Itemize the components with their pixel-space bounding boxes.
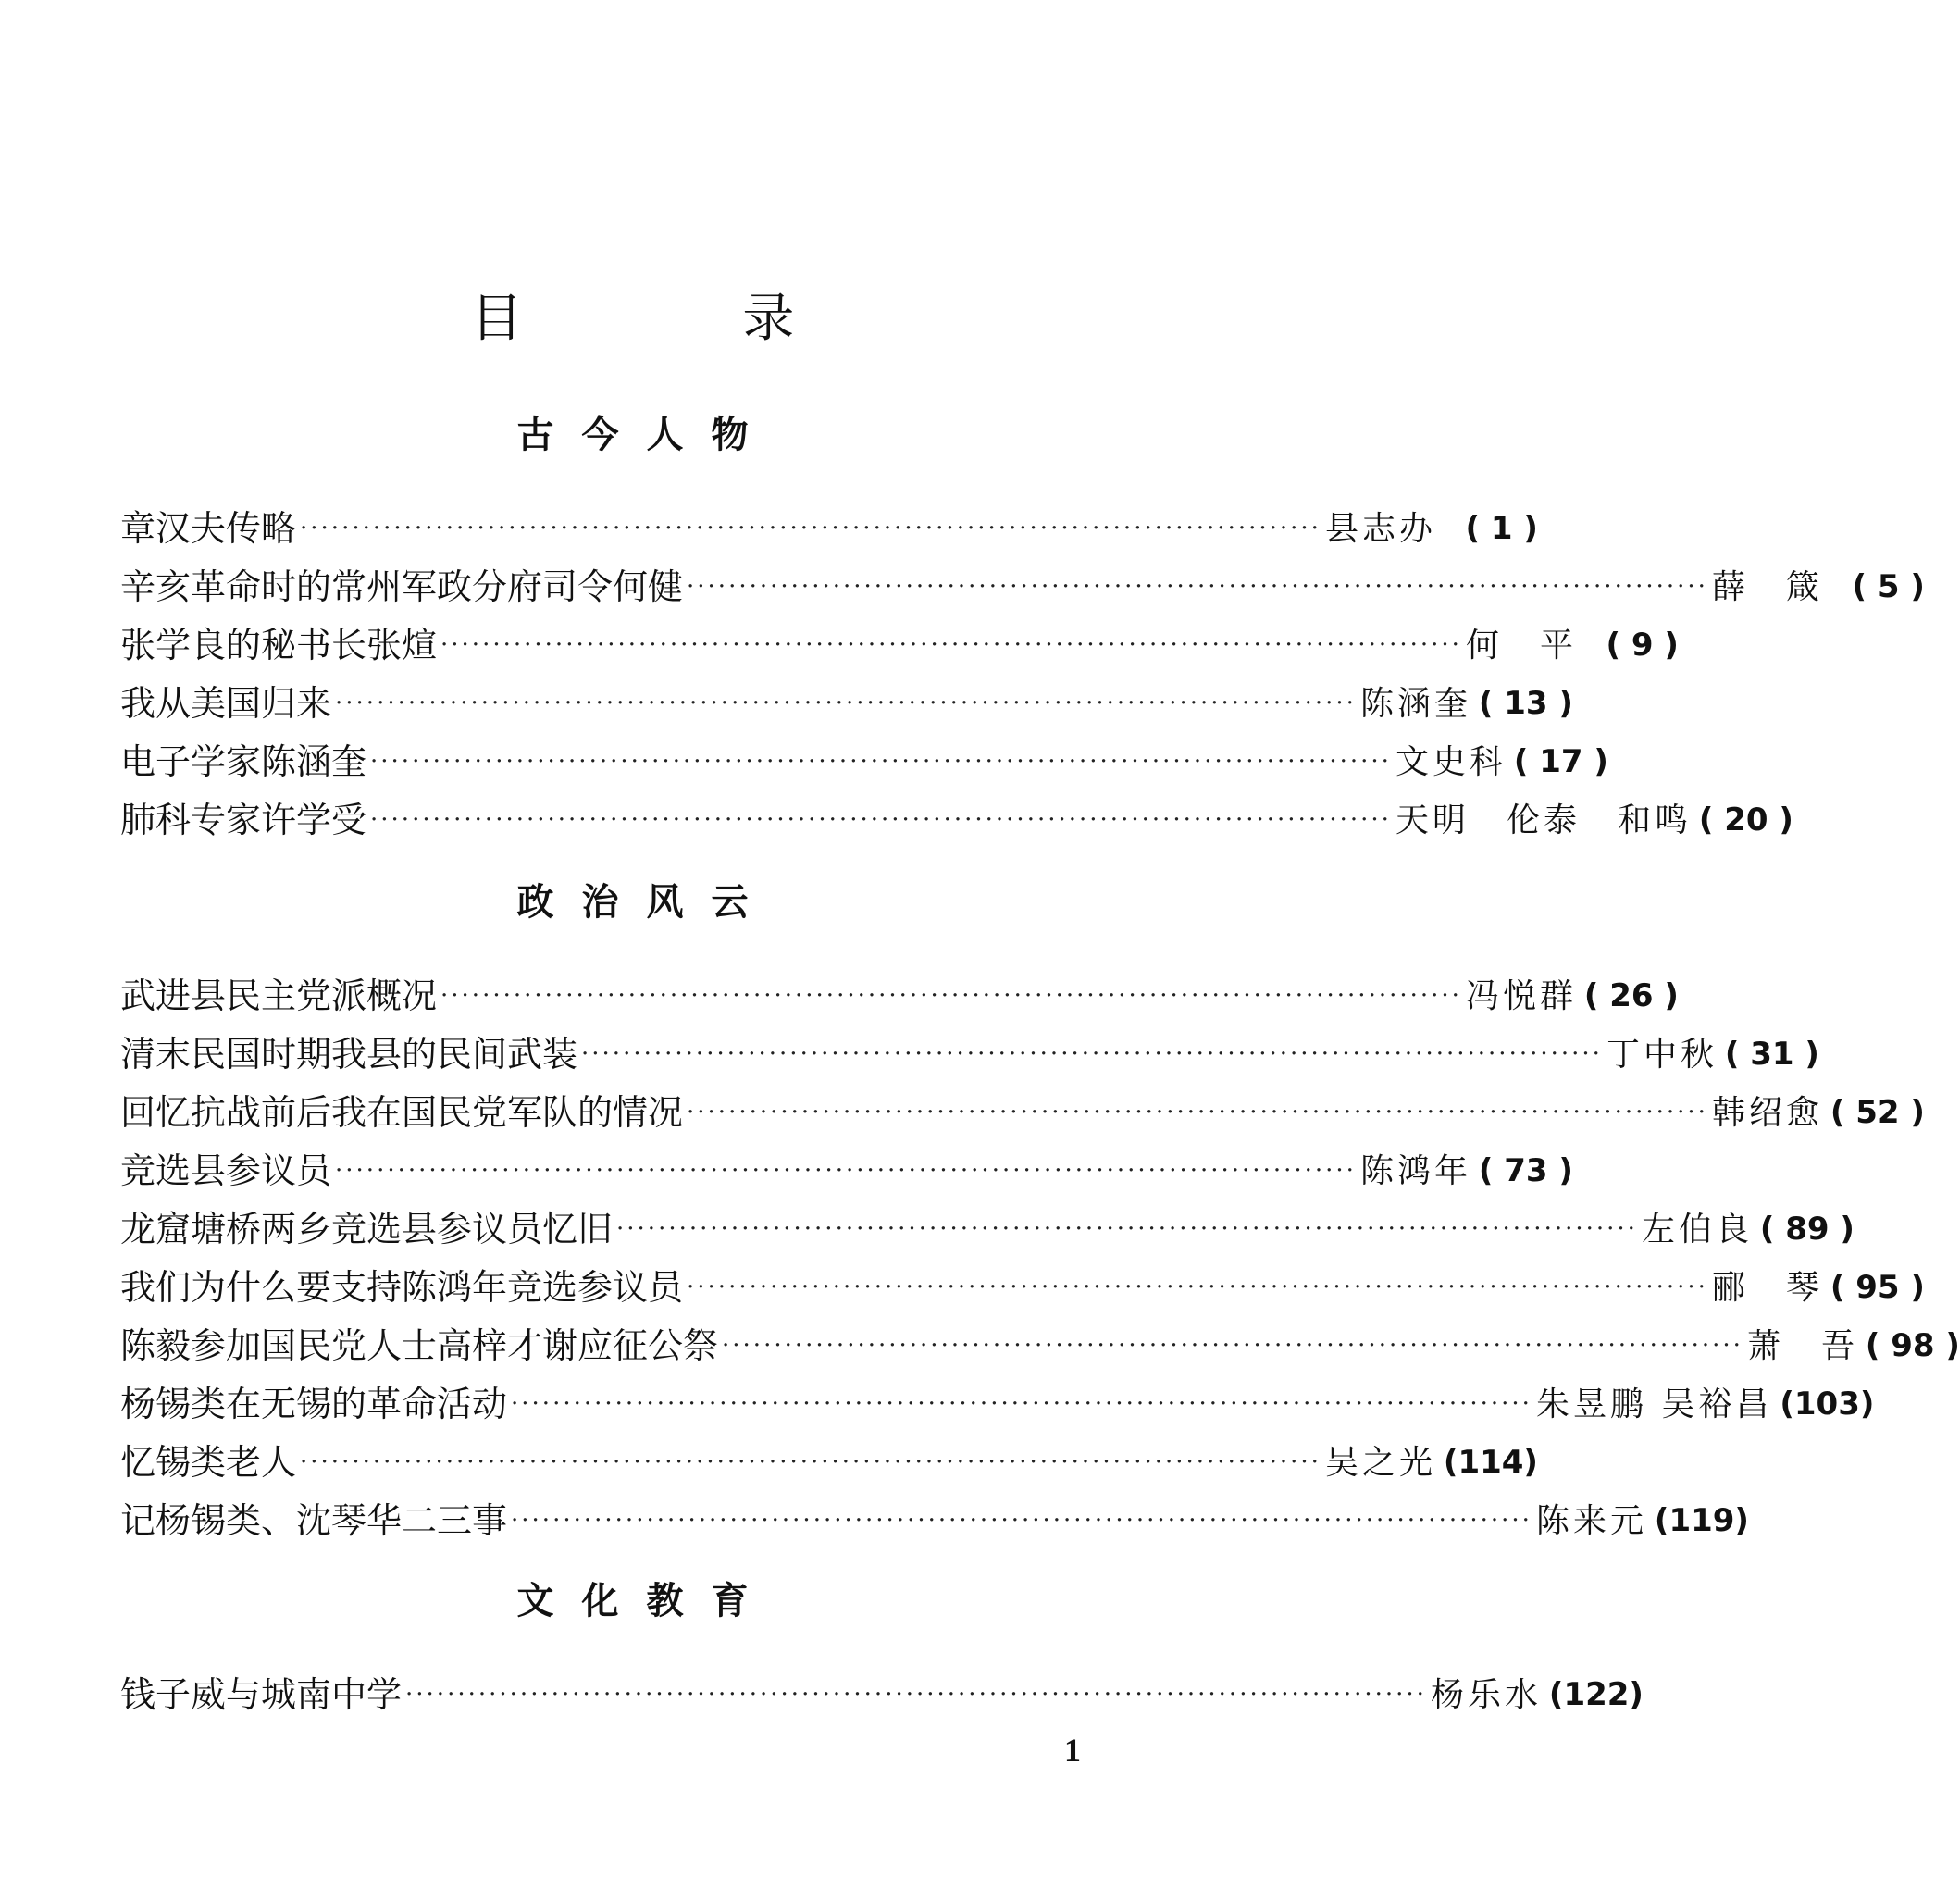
entry-author: 冯悦群	[1465, 977, 1577, 1015]
entry-title: 忆锡类老人	[120, 1442, 297, 1483]
toc-entry[interactable]	[120, 1200, 1855, 1259]
leader-dots: ··································································································	[687, 1099, 1708, 1126]
toc-entry[interactable]	[120, 1084, 1925, 1142]
leader-dots: ··································································································	[511, 1390, 1532, 1418]
toc-entry[interactable]	[120, 1317, 1960, 1375]
entry-title: 回忆抗战前后我在国民党军队的情况	[120, 1092, 684, 1133]
toc-entry[interactable]	[120, 1434, 1538, 1492]
entry-title: 陈毅参加国民党人士高梓才谢应征公祭	[120, 1325, 719, 1366]
entry-author: 天明 伦泰 和鸣	[1395, 802, 1692, 839]
leader-dots: ··································································································	[370, 806, 1392, 834]
section-heading: 古今人物	[516, 414, 776, 456]
section-political-affairs	[0, 875, 1960, 1550]
toc-entry[interactable]	[120, 1259, 1925, 1317]
entry-page: ( 98 )	[1865, 1327, 1960, 1364]
page-number: 1	[1064, 1732, 1081, 1769]
entry-title: 我们为什么要支持陈鸿年竞选参议员	[120, 1267, 684, 1308]
entry-author: 县志办	[1324, 510, 1436, 548]
entry-title: 肺科专家许学受	[120, 800, 367, 840]
leader-dots: ··································································································	[405, 1681, 1427, 1709]
entry-title: 龙窟塘桥两乡竞选县参议员忆旧	[120, 1209, 614, 1249]
toc-entry[interactable]	[120, 967, 1679, 1025]
entry-page: ( 95 )	[1830, 1269, 1925, 1306]
entry-author: 何 平	[1465, 627, 1577, 665]
leader-dots: ··································································································	[687, 573, 1708, 601]
leader-dots: ··································································································	[581, 1040, 1603, 1068]
entry-author: 吴之光	[1324, 1444, 1436, 1482]
entry-title: 竞选县参议员	[120, 1150, 332, 1191]
leader-dots: ··································································································	[300, 515, 1321, 542]
entry-title: 记杨锡类、沈琴华二三事	[120, 1500, 508, 1541]
toc-entry[interactable]	[120, 1666, 1644, 1724]
entry-author: 朱昱鹏 吴裕昌	[1535, 1386, 1773, 1423]
leader-dots: ··································································································	[511, 1507, 1532, 1535]
toc-entry[interactable]	[120, 791, 1793, 850]
leader-dots: ··································································································	[300, 1448, 1321, 1476]
entry-author: 陈涵奎	[1359, 685, 1471, 723]
entry-author: 萧 吾	[1746, 1327, 1858, 1365]
leader-dots: ··································································································	[370, 748, 1392, 776]
entry-page: ( 73 )	[1478, 1152, 1573, 1189]
toc-entry[interactable]	[120, 1492, 1749, 1550]
entry-list	[0, 967, 1960, 1550]
entry-page: (119)	[1654, 1502, 1749, 1539]
entry-page: ( 26 )	[1583, 977, 1679, 1014]
leader-dots: ··································································································	[440, 982, 1462, 1010]
entry-title: 杨锡类在无锡的革命活动	[120, 1384, 508, 1424]
entry-page: ( 5 )	[1852, 568, 1925, 605]
leader-dots: ··································································································	[440, 631, 1462, 659]
entry-page: ( 17 )	[1513, 743, 1608, 780]
entry-author: 文史科	[1395, 743, 1507, 781]
leader-dots: ··································································································	[616, 1215, 1638, 1243]
toc-entry[interactable]	[120, 558, 1925, 616]
leader-dots: ··································································································	[687, 1274, 1708, 1301]
entry-list	[0, 500, 1925, 850]
leader-dots: ··································································································	[335, 690, 1357, 717]
entry-page: ( 13 )	[1478, 685, 1573, 722]
toc-entry[interactable]	[120, 1142, 1573, 1200]
entry-title: 武进县民主党派概况	[120, 976, 438, 1016]
section-heading: 政治风云	[516, 881, 776, 924]
entry-title: 辛亥革命时的常州军政分府司令何健	[120, 566, 684, 607]
entry-title: 我从美国归来	[120, 683, 332, 724]
entry-page: (122)	[1548, 1676, 1644, 1713]
entry-author: 陈鸿年	[1359, 1152, 1471, 1190]
page-title: 目 录	[470, 289, 897, 349]
entry-title: 电子学家陈涵奎	[120, 741, 367, 782]
entry-title: 章汉夫传略	[120, 508, 297, 549]
toc-entry[interactable]	[120, 616, 1679, 675]
entry-author: 郦 琴	[1711, 1269, 1823, 1307]
leader-dots: ··································································································	[722, 1332, 1743, 1360]
toc-entry[interactable]	[120, 733, 1608, 791]
entry-author: 丁中秋	[1606, 1036, 1718, 1074]
entry-title: 张学良的秘书长张煊	[120, 625, 438, 665]
entry-page: ( 31 )	[1724, 1036, 1819, 1073]
entry-author: 杨乐水	[1430, 1676, 1542, 1714]
entry-page: (103)	[1780, 1386, 1875, 1423]
entry-title: 钱子威与城南中学	[120, 1674, 403, 1715]
entry-title: 清末民国时期我县的民间武装	[120, 1034, 578, 1075]
entry-page: ( 20 )	[1698, 802, 1793, 839]
section-ancient-modern-figures	[0, 407, 1925, 850]
entry-page: ( 52 )	[1830, 1094, 1925, 1131]
section-culture-education	[0, 1573, 1644, 1724]
entry-page: ( 89 )	[1759, 1211, 1855, 1248]
toc-entry[interactable]	[120, 500, 1538, 558]
section-heading: 文化教育	[516, 1580, 776, 1622]
toc-entry[interactable]	[120, 1025, 1819, 1084]
entry-author: 韩绍愈	[1711, 1094, 1823, 1132]
entry-page: (114)	[1443, 1444, 1538, 1481]
entry-page: ( 1 )	[1465, 510, 1538, 547]
toc-entry[interactable]	[120, 1375, 1875, 1434]
leader-dots: ··································································································	[335, 1157, 1357, 1185]
entry-page: ( 9 )	[1606, 627, 1679, 664]
entry-author: 陈来元	[1535, 1502, 1647, 1540]
entry-author: 左伯良	[1641, 1211, 1753, 1249]
toc-entry[interactable]	[120, 675, 1573, 733]
entry-list	[0, 1666, 1644, 1724]
entry-author: 薛 箴	[1711, 568, 1823, 606]
